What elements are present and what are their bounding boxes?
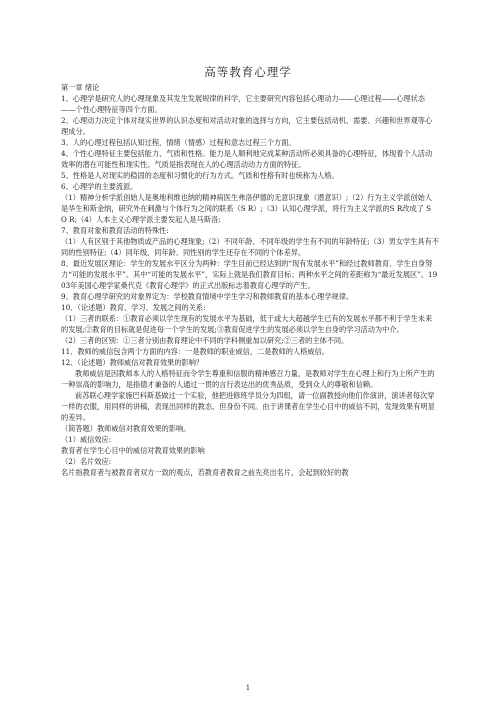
paragraph: 教师威信是因教师本人的人格特征而令学生尊重和信服的精神感召力量，是教师对学生在心理上和行为上所产生的一种崇高的影响力，是指德才兼备的人通过一贯的言行表达出的优秀品质，受到众人的尊敬和信赖。: [61, 369, 435, 389]
paragraph: （1）人有区别于其他物质或产品的心理现象;（2）不同年龄、不同年级的学生有不同的年龄特征;（3）男女学生具有不同的性别特征;（4）同年级、同年龄、同性别的学生还存在不同的个体差异。: [61, 237, 439, 257]
chapter-heading: 第一章 绪论: [61, 83, 100, 92]
paragraph: 10、（论述题）教育、学习、发展之间的关系:: [61, 303, 206, 312]
paragraph: 9、教育心理学研究的对象界定为：学校教育情境中学生学习和教师教育的基本心理学规律。: [61, 292, 354, 301]
paragraph: 名片指教育者与被教育者双方一致的观点，若教育者教育之前先亮出名片，会起到较好的教: [61, 468, 349, 477]
document-title: 高等教育心理学: [204, 65, 292, 79]
paragraph: 4、个性心理特征主要包括能力、气质和性格。能力是人顺利地完成某种活动所必须具备的心理特征，体现着个人活动效率的潜在可能性和现实性。气质是指表现在人的心理活动动力方面的特征。: [61, 149, 433, 169]
paragraph: 12、（论述题）教师威信对教育效果的影响？: [61, 358, 204, 367]
paragraph: 6、心理学的主要流派。: [61, 182, 138, 191]
paragraph: 11、教师的威信包含两个方面的内容：一是教师的职业威信，二是教师的人格威信。: [61, 347, 329, 356]
paragraph: （2）名片效应:: [61, 457, 112, 466]
page-number: 1: [245, 684, 251, 692]
paragraph: 前苏联心理学家施巴科斯基做过一个实验，他把进修班学员分为四组，请一位副教授向他们作演讲，演讲者每次穿一样的衣服，用同样的讲稿，表现出同样的教态，但身份不同。由于讲课者在学生心目中的威信不同，发现效果有明显的差异。: [61, 391, 435, 422]
paragraph: 8、最近发展区理论：学生的发展水平区分为两种：学生目前已经达到的“现有发展水平”和经过教师教育、学生自身努力“可能的发展水平”。其中“可能的发展水平”，实际上就是我们教育目标；两种水平之间的差距称为“最近发展区”。1903年美国心理学家桑代克《教育心理学》的正式出版标志着教育心理学的产生。: [61, 259, 438, 290]
paragraph: （2）三者的区别：①三者分别由教育理论中不同的学科侧重加以研究;②三者的主体不同。: [61, 336, 349, 345]
paragraph: （简答题）教师威信对教育效果的影响。: [61, 424, 191, 433]
paragraph: 3、人的心理过程包括认知过程、情绪（情感）过程和意志过程三个方面。: [61, 138, 296, 147]
paragraph: （1）威信效应:: [61, 435, 112, 444]
paragraph: 1、心理学是研究人的心理现象及其发生发展规律的科学，它主要研究内容包括心理动力——心理过程——心理状态——个性心理特征等四个方面。: [61, 94, 425, 114]
paragraph: （1）三者的联系：①教育必须以学生现有的发展水平为基础，低于或大大超越学生已有的发展水平都不利于学生未来的发展;②教育的目标就是促进每一个学生的发展;③教育促进学生的发展必须以学生自身的学习活动为中介。: [61, 314, 433, 334]
paragraph: 7、教育对象和教育活动的特殊性:: [61, 226, 169, 235]
paragraph: （1）精神分析学派创始人是奥地利维也纳的精神病医生弗洛伊德的无意识现象（潜意识）;（2）行为主义学派创始人是华生和斯金纳，研究外在刺激与个体行为之间的联系（S R）;（3）认知心理学派，将行为主义学派的S R改成了 S O R;（4）人本主义心理学派主要发起人是马斯洛;: [61, 193, 432, 224]
paragraph: 2、心理动力决定个体对现实世界的认识态度和对活动对象的选择与方向，它主要包括动机、需要、兴趣和世界观等心理成分。: [61, 116, 433, 136]
document-body: [61, 82, 439, 478]
paragraph: 教育者在学生心目中的威信对教育效果的影响: [61, 446, 205, 455]
paragraph: 5、性格是人对现实的稳固的态度和习惯化的行为方式。气质和性格有时也统称为人格。: [61, 171, 339, 180]
